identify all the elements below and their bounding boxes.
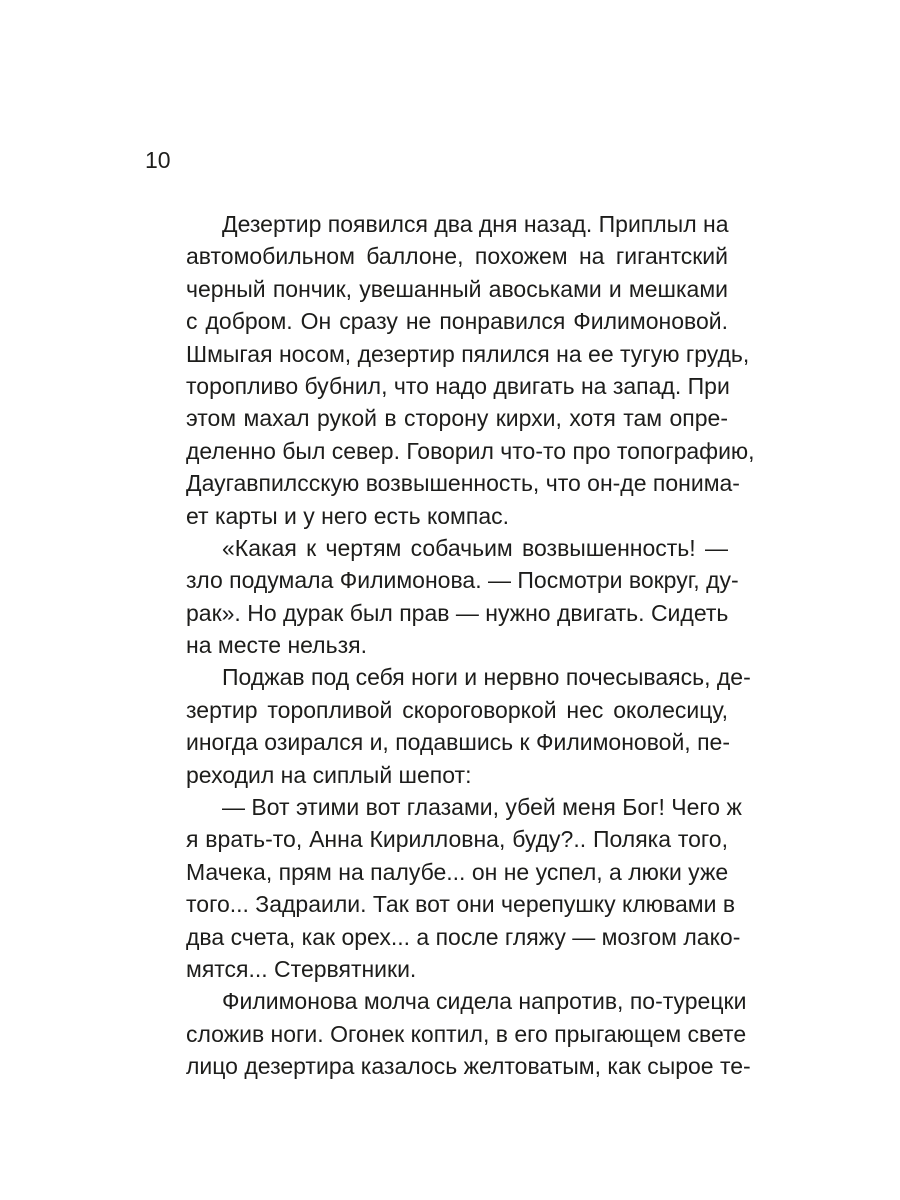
paragraph (186, 532, 739, 662)
text-line: с добром. Он сразу не понравился Филимоновой. (186, 308, 728, 335)
text-line: на месте нельзя. (186, 632, 367, 659)
text-line: зло подумала Филимонова. — Посмотри вокруг, ду- (186, 567, 739, 594)
text-line: реходил на сиплый шепот: (186, 761, 472, 788)
page-number: 10 (145, 147, 171, 173)
text-line: черный пончик, увешанный авоськами и мешками (186, 275, 728, 302)
text-line: Шмыгая носом, дезертир пялился на ее тугую грудь, (186, 340, 750, 367)
paragraph (186, 208, 755, 532)
paragraph (186, 985, 751, 1082)
body-text (186, 208, 755, 1083)
text-line: иногда озирался и, подавшись к Филимоновой, пе- (186, 729, 730, 756)
text-line: деленно был север. Говорил что-то про топографию, (186, 437, 755, 464)
paragraph (186, 661, 751, 791)
text-line: лицо дезертира казалось желтоватым, как сырое те- (186, 1053, 751, 1080)
paragraph (186, 791, 742, 985)
text-line: этом махал рукой в сторону кирхи, хотя там опре- (186, 405, 728, 432)
text-line: Даугавпилсскую возвышенность, что он-де понима- (186, 470, 740, 497)
text-line: рак». Но дурак был прав — нужно двигать. Сидеть (186, 599, 729, 626)
text-line: автомобильном баллоне, похожем на гигантский (186, 243, 728, 270)
text-line: «Какая к чертям собачьим возвышенность! — (222, 534, 728, 561)
text-line: мятся... Стервятники. (186, 955, 417, 982)
text-line: ет карты и у него есть компас. (186, 502, 509, 529)
text-line: сложив ноги. Огонек коптил, в его прыгающем свете (186, 1020, 747, 1047)
text-line: Дезертир появился два дня назад. Приплыл на (222, 211, 729, 237)
text-line: торопливо бубнил, что надо двигать на запад. При (186, 372, 730, 399)
text-line: — Вот этими вот глазами, убей меня Бог! Чего ж (222, 794, 742, 821)
text-line: Поджав под себя ноги и нервно почесываясь, де- (222, 664, 751, 691)
text-line: Мачека, прям на палубе... он не успел, а люки уже (186, 858, 729, 885)
text-line: Филимонова молча сидела напротив, по-турецки (222, 988, 747, 1015)
text-line: я врать-то, Анна Кирилловна, буду?.. Поляка того, (186, 826, 728, 853)
text-line: того... Задраили. Так вот они черепушку клювами в (186, 891, 736, 918)
text-line: два счета, как орех... а после гляжу — мозгом лако- (186, 923, 741, 950)
text-line: зертир торопливой скороговоркой нес околесицу, (186, 696, 728, 723)
